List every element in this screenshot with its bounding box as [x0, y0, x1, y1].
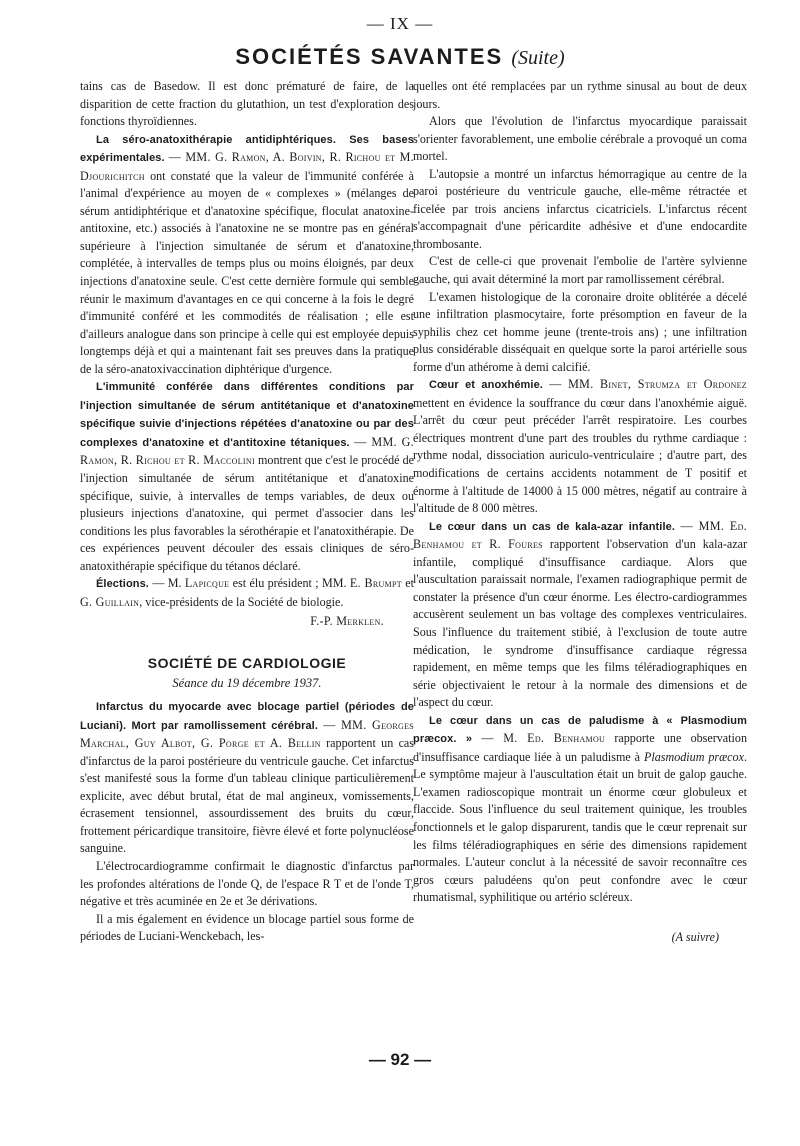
abstract-immunite	[80, 378, 414, 575]
abstract-authors: — M. Ed. Benhamou	[481, 731, 606, 746]
paragraph: L'autopsie a montré un infarctus hémorragique au centre de la paroi postérieure du ventricule gauche, elle-même rétractée et ficelée par trois anciens infarctus cicatriciels. L'infarctus récent s'accompagnait d'une péricardite adhésive et d'une endocardite thrombosante.	[413, 166, 747, 251]
species-name: Plasmodium præcox	[643, 749, 744, 764]
abstract-text: . Le symptôme majeur à l'auscultation était un bruit de galop gauche. L'examen radioscopique montrait un énorme cœur globuleux et flaccide. Sous l'influence du seul traitement quinique, les troubles fonctionnels et le galop disparurent, tandis que le cœur reprenait sur les films téléradiographiques en série des dimensions rapidement normales. L'auteur conclut à la nécessité de savoir reconnaître ces gros cœurs paludéens qu'on peut confondre avec le cœur rhumatismal, syphilitique ou artério scléreux.	[413, 749, 747, 905]
continued-note: (A suivre)	[671, 929, 719, 944]
abstract-heading: Cœur et anoxhémie.	[429, 379, 543, 392]
abstract-text: rapportent l'observation d'un kala-azar infantile, compliqué d'insuffisance cardiaque. Alors que l'auscultation paraissait normale, l'examen radiographique permit de constater la présence d'un cœur énorme. Les électro-cardiogrammes accusèrent seulement un bas voltage des complexes ventriculaires. Sous l'influence du traitement stibié, à l'exclusion de toute autre médication, le syndrome d'insuffisance cardiaque régressa rapidement, en même temps que les films téléradiographiques en série objectivaient le retour à la normale des dimensions et de l'aspect du cœur.	[413, 537, 747, 710]
session-date: Séance du 19 décembre 1937.	[172, 675, 322, 690]
signature: F.-P. Merklen.	[310, 614, 384, 629]
running-title-suffix: (Suite)	[511, 47, 565, 69]
abstract-infarctus	[80, 698, 414, 858]
abstract-sero-anatoxitherapie	[80, 131, 414, 379]
abstract-heading: La séro-anatoxithérapie antidiphtériques. Ses bases expérimentales.	[80, 133, 414, 165]
text-fragment: et	[401, 576, 414, 591]
roman-folio: — IX —	[366, 14, 434, 33]
abstract-text: montrent que c'est le procédé de l'injection simultanée de sérum antitétanique et d'anatoxine spécifique, suivie, à intervalles de temps variables, de deux ou plusieurs injections d'anatoxine, qui permet d'associer dans les conditions les plus favorables la sérothérapie et l'anatoxithérapie. De ces expériences peuvent découler des essais cliniques de séro-anatoxithérapie spécifique du tétanos déclaré.	[80, 453, 414, 573]
elections-paragraph	[80, 575, 414, 611]
abstract-authors: — MM. G. Ramon, A. Boivin, R. Richou et M. Djourichitch	[80, 150, 414, 183]
right-column	[413, 78, 747, 946]
abstract-authors: — MM. Georges Marchal, Guy Albot, G. Porge et A. Bellin	[80, 717, 415, 751]
person-name: Lapicque	[184, 576, 230, 591]
abstract-text: ont constaté que la valeur de l'immunité conférée à l'animal d'expérience au moyen de « complexes » (mélanges de sérum antidiphtérique et d'anatoxine spécifique, floculat anatoxine-antitoxine, etc.) associés à l'anatoxine ne se montre pas en général supérieure à l'injection simultanée de sérum et d'anatoxine, complétée, à intervalles de temps plus ou moins éloignés, par deux injections d'anatoxine seule. C'est cette dernière formule qui semble réunir le maximum d'avantages en ce qui concerne à la fois le degré d'immunité conféré et les commodités de réalisation ; elle est d'ailleurs analogue dans son principe à celle qui est employée depuis longtemps déjà et qui a maintenant fait ses preuves dans la pratique de la séro-anatoxivaccination diphtérique d'urgence.	[80, 168, 415, 376]
text-fragment: — M.	[152, 576, 185, 591]
abstract-heading: Infarctus du myocarde avec blocage partiel (périodes de Luciani). Mort par ramollissement cérébral.	[80, 701, 414, 732]
society-title: SOCIÉTÉ DE CARDIOLOGIE	[147, 654, 347, 671]
abstract-heading: L'immunité conférée dans différentes conditions par l'injection simultanée de sérum antitétanique et d'anatoxine spécifique suivie d'injections répétées d'anatoxine ou par des complexes d'anatoxine et d'antitoxine tétaniques.	[80, 381, 414, 449]
abstract-heading: Le cœur dans un cas de kala-azar infantile.	[429, 520, 675, 533]
person-name: E. Brumpt	[349, 576, 402, 591]
abstract-authors: — MM. Ed. Benhamou et R. Foures	[413, 518, 747, 552]
abstract-paludisme	[413, 712, 747, 907]
paragraph: tains cas de Basedow. Il est donc prématuré de faire, de la disparition de cette fraction du glutathion, un test d'exploration des fonctions thyroïdiennes.	[80, 79, 414, 129]
abstract-heading: Élections.	[96, 578, 149, 591]
abstract-authors: — MM. G. Ramon, R. Richou et R. Maccolini	[80, 434, 414, 468]
paragraph: C'est de celle-ci que provenait l'embolie de l'artère sylvienne gauche, qui avait déterminé la mort par ramollissement cérébral.	[413, 254, 747, 287]
paragraph: quelles ont été remplacées par un rythme sinusal au bout de deux jours.	[413, 79, 747, 111]
running-title-main: SOCIÉTÉS SAVANTES	[235, 44, 504, 69]
paragraph: L'électrocardiogramme confirmait le diagnostic d'infarctus par les profondes altérations de l'onde Q, de l'espace R T et de l'onde T, négative et très acuminée en 2e et 3e dérivations.	[80, 858, 414, 909]
abstract-kala-azar	[413, 518, 747, 712]
paragraph: Alors que l'évolution de l'infarctus myocardique paraissait s'orienter favorablement, une embolie cérébrale a provoqué un coma mortel.	[413, 114, 747, 164]
abstract-heading: Le cœur dans un cas de paludisme à « Plasmodium præcox. »	[413, 714, 747, 746]
abstract-text: mettent en évidence la souffrance du cœur dans l'anoxhémie aiguë. L'arrêt du cœur peut précéder l'arrêt respiratoire. Les courbes électriques montrent d'une part des troubles du rythme cardiaque : rythme nodal, dissociation auriculo-ventriculaire ; d'autre part, des modifications de certains accidents notamment de T positif et énorme à l'altitude de 14000 à 15 000 mètres, négatif au contraire à l'altitude de 8 000 mètres.	[413, 395, 747, 516]
left-column	[80, 78, 414, 946]
paragraph: L'examen histologique de la coronaire droite oblitérée a décelé une infiltration plasmocytaire, forte présomption en faveur de la syphilis chez cet homme jeune (trente-trois ans) ; une infiltration plus considérable disséquait en quelque sorte la paroi artérielle sous forme d'un athérome à demi calcifié.	[413, 289, 747, 374]
abstract-text: rapporte une observation d'insuffisance cardiaque liée à un paludisme à	[413, 731, 747, 764]
abstract-text: rapportent un cas d'infarctus de la paroi postérieure du ventricule gauche. Cet infarctus s'est manifesté sous la forme d'un tableau clinique particulièrement explicite, avec début brutal, état de mal angineux, vomissements, écrasement tensionnel, assourdissement des bruits du cœur, frottement péricardique transitoire, fièvre élevé et forte polynucléose sanguine.	[80, 736, 415, 856]
person-name: G. Guillain	[80, 594, 140, 609]
text-fragment: , vice-présidents de la Société de biologie.	[139, 594, 344, 609]
page-number: — 92 —	[368, 1050, 432, 1069]
text-fragment: est élu président ; MM.	[229, 576, 350, 591]
running-title	[0, 44, 800, 70]
abstract-authors: — MM. Binet, Strumza et Ordonez	[549, 377, 747, 392]
abstract-coeur-anoxhemie	[413, 376, 747, 517]
paragraph: Il a mis également en évidence un blocage partiel sous forme de périodes de Luciani-Wenckebach, les-	[80, 911, 414, 944]
